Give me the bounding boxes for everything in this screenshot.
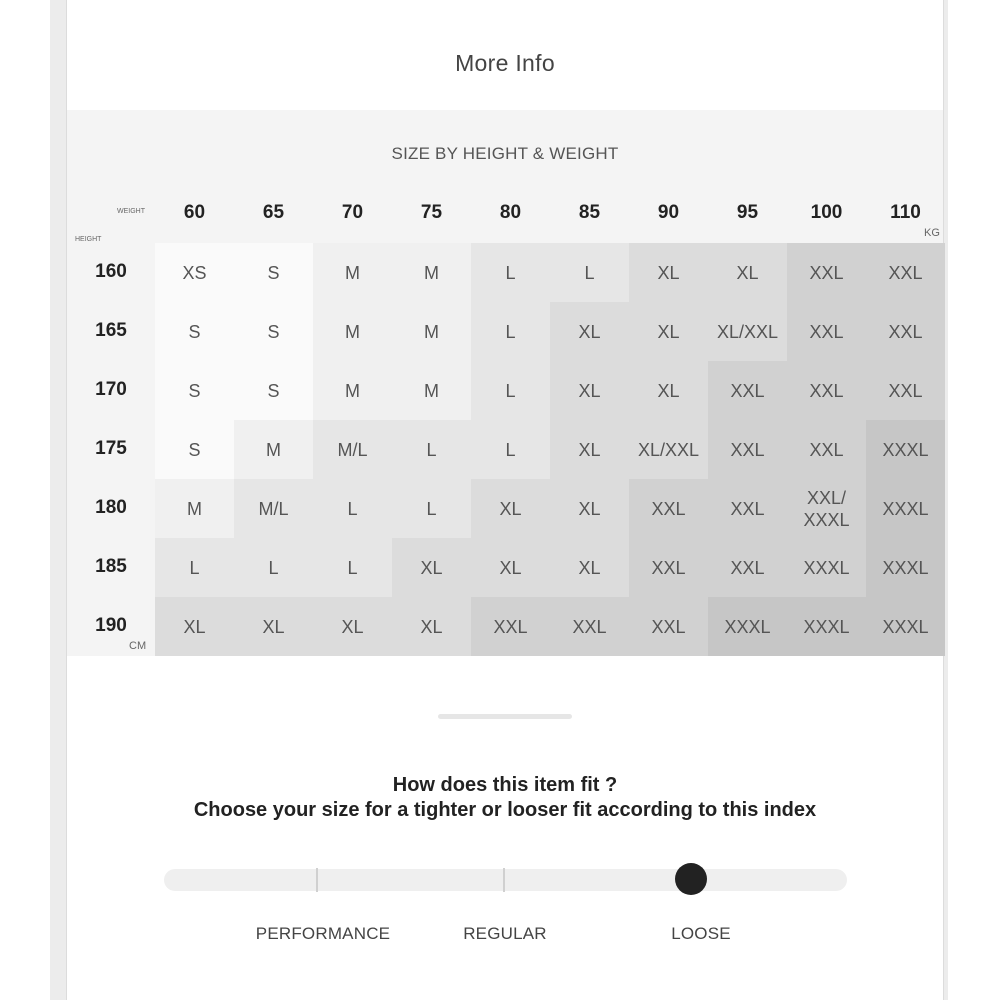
size-cell: XL [392, 538, 471, 597]
height-header-165: 165 [95, 320, 127, 341]
size-cell: XL/XXL [708, 302, 787, 361]
size-cell: XXXL [866, 479, 945, 538]
height-header-185: 185 [95, 556, 127, 577]
size-cell: L [471, 302, 550, 361]
size-cell: XXL [708, 420, 787, 479]
size-cell: XXXL [866, 597, 945, 656]
size-cell: XXL [866, 302, 945, 361]
weight-header-110: 110 [890, 202, 921, 223]
size-chart [67, 110, 943, 656]
size-cell: XXL/ XXXL [787, 479, 866, 538]
fit-question: How does this item fit ? [392, 774, 618, 796]
size-cell: S [155, 361, 234, 420]
size-cell: M [313, 361, 392, 420]
size-cell: XXL [866, 361, 945, 420]
height-header-175: 175 [95, 438, 127, 459]
size-cell: M/L [234, 479, 313, 538]
height-unit: CM [129, 640, 147, 652]
weight-header-75: 75 [420, 202, 443, 223]
size-cell: XXXL [708, 597, 787, 656]
size-cell: XXL [629, 479, 708, 538]
fit-slider-track[interactable] [164, 869, 847, 891]
size-cell: XL [629, 243, 708, 302]
size-cell: XL [155, 597, 234, 656]
size-chart-title: SIZE BY HEIGHT & WEIGHT [391, 144, 619, 163]
size-cell: XXL [787, 420, 866, 479]
fit-option-performance[interactable]: PERFORMANCE [255, 924, 391, 943]
size-cell: XL [629, 302, 708, 361]
section-divider [438, 714, 572, 719]
size-cell: XL [550, 420, 629, 479]
size-cell: XL [471, 479, 550, 538]
size-cell: L [392, 479, 471, 538]
weight-header-95: 95 [736, 202, 759, 223]
size-cell: L [155, 538, 234, 597]
size-cell: XXXL [787, 538, 866, 597]
size-cell: XL [629, 361, 708, 420]
size-cell: XL [234, 597, 313, 656]
weight-header-60: 60 [183, 202, 206, 223]
more-info-panel [66, 0, 944, 1000]
height-caption: HEIGHT [75, 236, 102, 243]
size-cell: L [234, 538, 313, 597]
weight-header-90: 90 [657, 202, 680, 223]
size-cell: S [155, 302, 234, 361]
weight-header-65: 65 [262, 202, 285, 223]
size-cell: M [313, 243, 392, 302]
height-header-190: 190 [95, 615, 127, 636]
size-cell: XXL [471, 597, 550, 656]
fit-option-regular[interactable]: REGULAR [463, 924, 547, 943]
size-cell: XL [550, 538, 629, 597]
size-cell: XL/XXL [629, 420, 708, 479]
weight-header-100: 100 [810, 202, 843, 223]
size-cell: XXL [708, 538, 787, 597]
size-cell: M [313, 302, 392, 361]
weight-header-85: 85 [578, 202, 601, 223]
size-cell: M/L [313, 420, 392, 479]
size-cell: M [155, 479, 234, 538]
size-cell: M [392, 361, 471, 420]
size-cell: XXXL [787, 597, 866, 656]
size-cell: L [313, 538, 392, 597]
size-cell: XXL [708, 479, 787, 538]
size-cell: M [234, 420, 313, 479]
size-cell: L [550, 243, 629, 302]
size-cell: M [392, 302, 471, 361]
fit-option-loose[interactable]: LOOSE [671, 924, 731, 943]
size-cell: XXXL [866, 420, 945, 479]
size-cell: XXL [866, 243, 945, 302]
fit-instruction: Choose your size for a tighter or looser fit according to this index [193, 799, 817, 821]
size-cell: XXL [629, 538, 708, 597]
size-cell: XXL [787, 302, 866, 361]
weight-header-70: 70 [341, 202, 364, 223]
size-cell: XS [155, 243, 234, 302]
size-cell: XXXL [866, 538, 945, 597]
size-cell: S [234, 302, 313, 361]
size-cell: XL [550, 361, 629, 420]
size-cell: XXL [708, 361, 787, 420]
size-cell: S [234, 361, 313, 420]
size-cell: XL [392, 597, 471, 656]
size-cell: XL [708, 243, 787, 302]
size-cell: S [155, 420, 234, 479]
page-title: More Info [455, 50, 555, 76]
size-cell: L [471, 420, 550, 479]
size-cell: L [471, 243, 550, 302]
size-cell: S [234, 243, 313, 302]
height-header-170: 170 [95, 379, 127, 400]
size-cell: XL [471, 538, 550, 597]
fit-slider-handle[interactable] [675, 863, 707, 895]
size-cell: XL [550, 479, 629, 538]
size-cell: XL [550, 302, 629, 361]
right-margin [948, 0, 1000, 1000]
size-cell: XXL [629, 597, 708, 656]
weight-caption: WEIGHT [117, 208, 145, 215]
size-cell: L [471, 361, 550, 420]
fit-slider-tick [503, 868, 505, 892]
height-header-160: 160 [95, 261, 127, 282]
size-cell: L [392, 420, 471, 479]
size-cell: XXL [550, 597, 629, 656]
weight-unit: KG [924, 227, 940, 239]
left-margin [0, 0, 50, 1000]
size-cell: L [313, 479, 392, 538]
fit-slider-tick [316, 868, 318, 892]
size-cell: XXL [787, 243, 866, 302]
size-cell: XXL [787, 361, 866, 420]
size-cell: M [392, 243, 471, 302]
size-cell: XL [313, 597, 392, 656]
height-header-180: 180 [95, 497, 127, 518]
weight-header-80: 80 [499, 202, 522, 223]
